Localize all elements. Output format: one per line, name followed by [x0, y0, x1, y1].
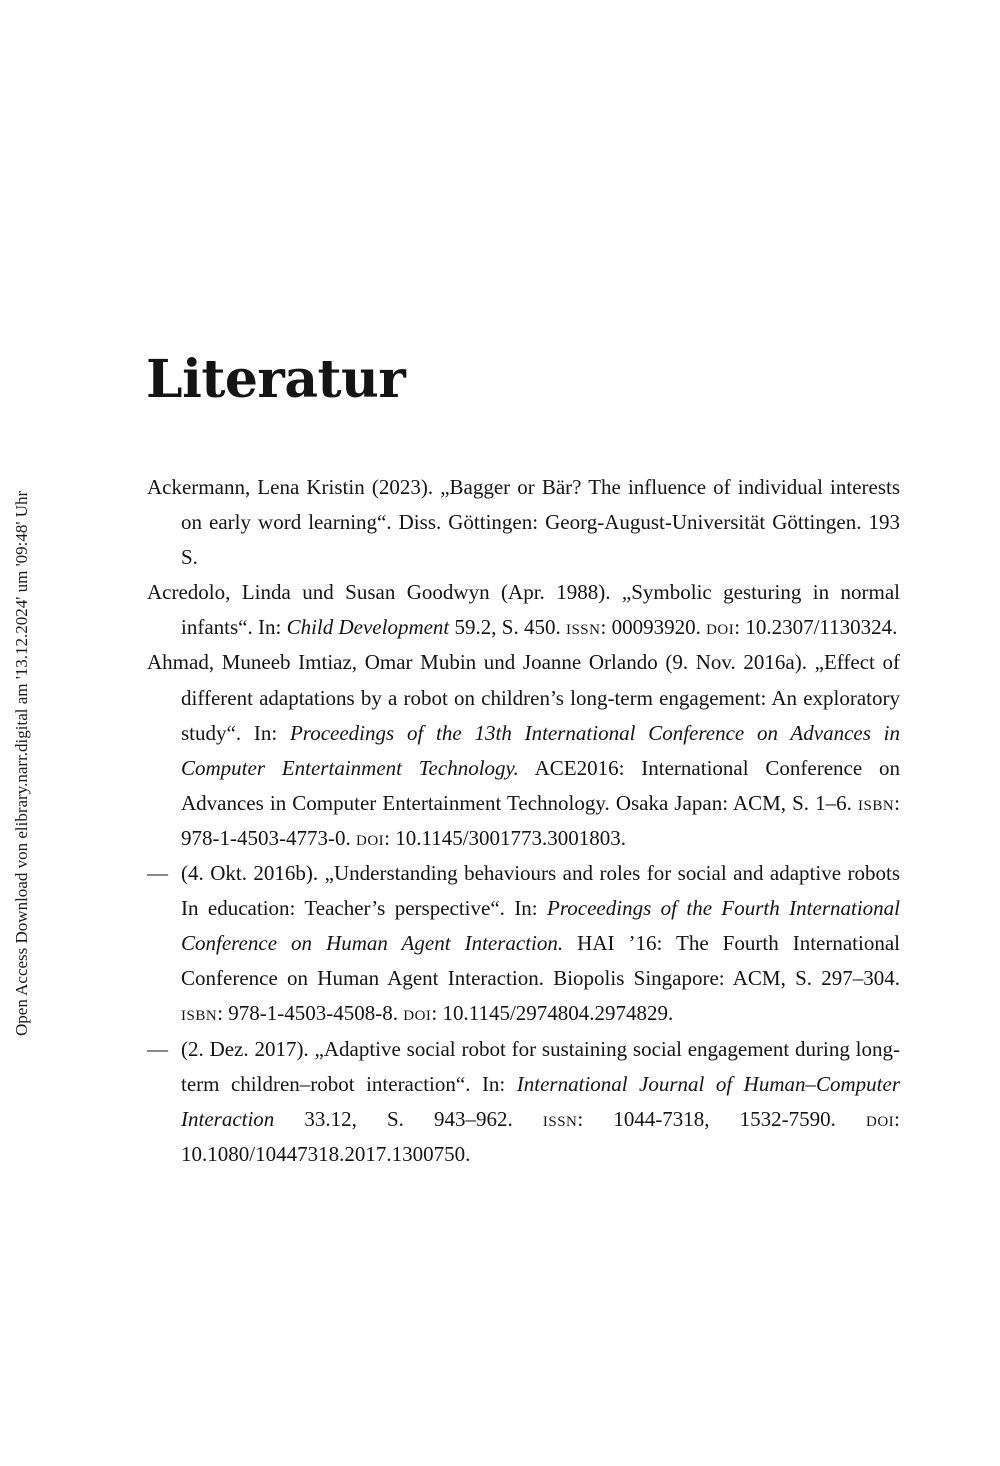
- entry-year: (Apr. 1988).: [501, 580, 611, 605]
- bibliography-entry: [147, 1032, 900, 1172]
- entry-year: (4. Okt. 2016b).: [181, 861, 319, 886]
- entry-doi-label: doi: [706, 615, 735, 640]
- entry-doi-value: : 10.1145/2974804.2974829.: [431, 1001, 674, 1026]
- entry-doi-value: : 10.2307/1130324.: [734, 615, 898, 640]
- entry-year: (2. Dez. 2017).: [181, 1036, 309, 1061]
- entry-doi-value: : 10.1145/3001773.3001803.: [384, 825, 627, 850]
- download-watermark: Open Access Download von elibrary.narr.digital am '13.12.2024' um '09:48' Uhr: [12, 490, 31, 1036]
- entry-container: Proceedings of the Fourth International Conference on Human Agent Interaction.: [181, 896, 900, 956]
- entry-id-value: : 1044-7318, 1532-7590.: [577, 1106, 836, 1131]
- same-author-dash: —: [147, 1036, 168, 1061]
- entry-container: Proceedings of the 13th International Conference on Advances in Computer Entertainment Technology.: [181, 720, 900, 780]
- entry-year: (9. Nov. 2016a).: [665, 650, 807, 675]
- entry-year: (2023).: [371, 475, 434, 499]
- entry-id-label: issn: [565, 615, 601, 640]
- page-title: Literatur: [146, 349, 406, 410]
- entry-in-label: In:: [253, 720, 278, 745]
- bibliography-entry: [147, 645, 900, 856]
- entry-id-value: : 978-1-4503-4773-0.: [181, 790, 901, 850]
- entry-details: HAI ’16: The Fourth International Conference on Human Agent Interaction. Biopolis Singapore: ACM, S. 297–304.: [181, 931, 901, 991]
- entry-doi-label: doi: [866, 1106, 895, 1131]
- bibliography-list: [147, 470, 900, 1172]
- entry-title: „Understanding behaviours and roles for social and adaptive robots In education: Teacher’s perspective“.: [181, 861, 901, 921]
- entry-id-label: isbn: [857, 790, 895, 815]
- same-author-dash: —: [147, 861, 168, 886]
- entry-title: „Effect of different adaptations by a robot on children’s long-term engagement: An exploratory study“.: [181, 650, 900, 745]
- entry-id-label: isbn: [181, 1001, 218, 1026]
- bibliography-entry: [147, 575, 900, 645]
- entry-in-label: In:: [481, 1071, 506, 1096]
- entry-in-label: In:: [257, 615, 282, 640]
- entry-container: Child Development: [286, 615, 450, 640]
- entry-details: 59.2, S. 450.: [454, 615, 561, 640]
- entry-doi-label: doi: [403, 1001, 432, 1026]
- entry-title: „Bagger or Bär? The influence of individual interests on early word learning“.: [181, 475, 901, 535]
- entry-author: Acredolo, Linda und Susan Goodwyn: [147, 580, 490, 605]
- entry-author: Ackermann, Lena Kristin: [147, 475, 365, 499]
- entry-publication-details: Diss. Göttingen: Georg-August-Universität Göttingen. 193 S.: [181, 510, 900, 570]
- entry-doi-value: : 10.1080/10447318.2017.1300750.: [181, 1106, 901, 1166]
- entry-in-label: In:: [514, 896, 538, 921]
- entry-container: International Journal of Human–Computer Interaction: [181, 1071, 901, 1131]
- bibliography-entry: [147, 470, 900, 575]
- entry-id-value: : 00093920.: [600, 615, 701, 640]
- entry-id-label: issn: [542, 1106, 578, 1131]
- entry-title: „Symbolic gesturing in normal infants“.: [181, 580, 901, 640]
- entry-details: ACE2016: International Conference on Advances in Computer Entertainment Technology. Osaka Japan: ACM, S. 1–6.: [181, 755, 900, 815]
- entry-details: 33.12, S. 943–962.: [304, 1106, 513, 1131]
- entry-title: „Adaptive social robot for sustaining social engagement during long-term children–robot interaction“.: [181, 1036, 900, 1096]
- entry-author: Ahmad, Muneeb Imtiaz, Omar Mubin und Joanne Orlando: [147, 650, 658, 675]
- entry-id-value: : 978-1-4503-4508-8.: [217, 1001, 398, 1026]
- entry-doi-label: doi: [355, 825, 385, 850]
- bibliography-entry: [147, 856, 900, 1031]
